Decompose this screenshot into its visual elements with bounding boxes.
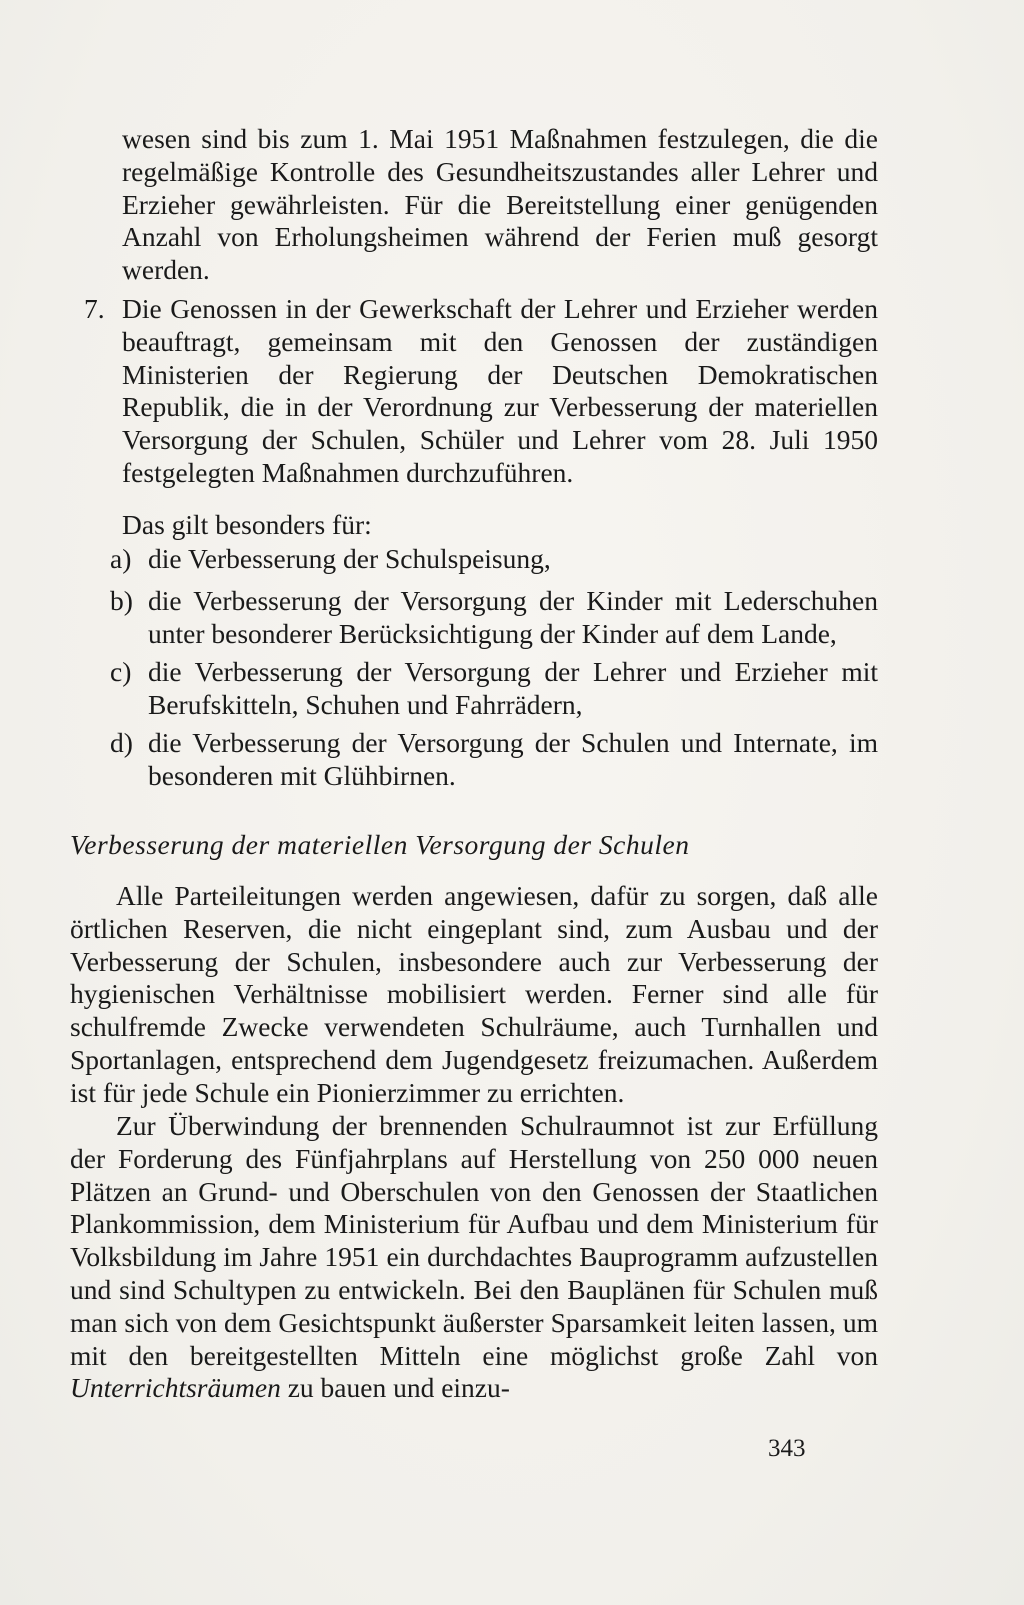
continuation-paragraph: [122, 123, 878, 287]
item-7-text: Die Genossen in der Gewerkschaft der Lehrer und Erzieher werden beauftragt, gemeinsam mit den Genossen der zuständigen Ministerien der Regierung der Deutschen Demokratischen Republik, die in der Verordnung zur Verbesserung der materiellen Versorgung der Schulen, Schüler und Lehrer vom 28. Juli 1950 festgelegten Maßnahmen durchzuführen.: [122, 293, 878, 488]
body-paragraph-2: [70, 1110, 878, 1405]
body-paragraph-1-text: Alle Parteileitungen werden angewiesen, dafür zu sorgen, daß alle örtlichen Reserven, die nicht eingeplant sind, zum Ausbau und der Verbesserung der Schulen, insbesondere auch zur Verbesserung der hygienischen Verhältnisse mobilisiert werden. Ferner sind alle für schulfremde Zwecke verwendeten Schulräume, auch Turnhallen und Sportanlagen, entsprechend dem Jugendgesetz freizumachen. Außerdem ist für jede Schule ein Pionierzimmer zu errichten.: [70, 880, 878, 1108]
sub-item-label: a): [110, 543, 132, 574]
section-heading: Verbesserung der materiellen Versorgung der Schulen: [70, 829, 690, 860]
sub-item-c: [110, 656, 878, 722]
para2-text-before: Zur Überwindung der brennenden Schulraumnot ist zur Erfüllung der Forderung des Fünfjahrplans auf Herstellung von 250 000 neuen Plätzen an Grund- und Oberschulen von den Genossen der Staatlichen Plankommission, dem Ministerium für Aufbau und dem Ministerium für Volksbildung im Jahre 1951 ein durchdachtes Bauprogramm aufzustellen und sind Schultypen zu entwickeln. Bei den Bauplänen für Schulen muß man sich von dem Gesichtspunkt äußerster Sparsamkeit leiten lassen, um mit den bereitgestellten Mitteln eine möglichst große Zahl von: [70, 1110, 878, 1371]
sub-item-label: d): [110, 727, 133, 758]
sub-item-label: c): [110, 656, 132, 687]
sub-item-text: die Verbesserung der Schulspeisung,: [148, 543, 551, 574]
numbered-item-7: [70, 293, 878, 490]
list-intro-text: Das gilt besonders für:: [122, 509, 372, 540]
item-number-label: 7.: [84, 293, 105, 324]
sub-item-text: die Verbesserung der Versorgung der Lehrer und Erzieher mit Berufskitteln, Schuhen und Fahrrädern,: [148, 656, 878, 720]
para2-emphasis: Unterrichtsräumen: [70, 1372, 281, 1404]
sub-item-b: [110, 585, 878, 651]
body-paragraph-2-text: [70, 1110, 878, 1405]
sub-item-a: [110, 543, 878, 576]
para2-text-after: zu bauen und einzu-: [280, 1372, 510, 1404]
sub-item-label: b): [110, 585, 133, 616]
page-number: 343: [768, 1435, 806, 1462]
sub-item-text: die Verbesserung der Versorgung der Schulen und Internate, im besonderen mit Glühbirnen.: [148, 727, 878, 791]
sub-item-d: [110, 727, 878, 793]
sub-item-text: die Verbesserung der Versorgung der Kinder mit Lederschuhen unter besonderer Berücksichtigung der Kinder auf dem Lande,: [148, 585, 878, 649]
continuation-text: wesen sind bis zum 1. Mai 1951 Maßnahmen festzulegen, die die regelmäßige Kontrolle des Gesundheitszustandes aller Lehrer und Erzieher gewährleisten. Für die Bereitstellung einer genügenden Anzahl von Erholungsheimen während der Ferien muß gesorgt werden.: [122, 123, 878, 286]
body-paragraph-1: [70, 880, 878, 1110]
list-intro: [122, 509, 878, 542]
